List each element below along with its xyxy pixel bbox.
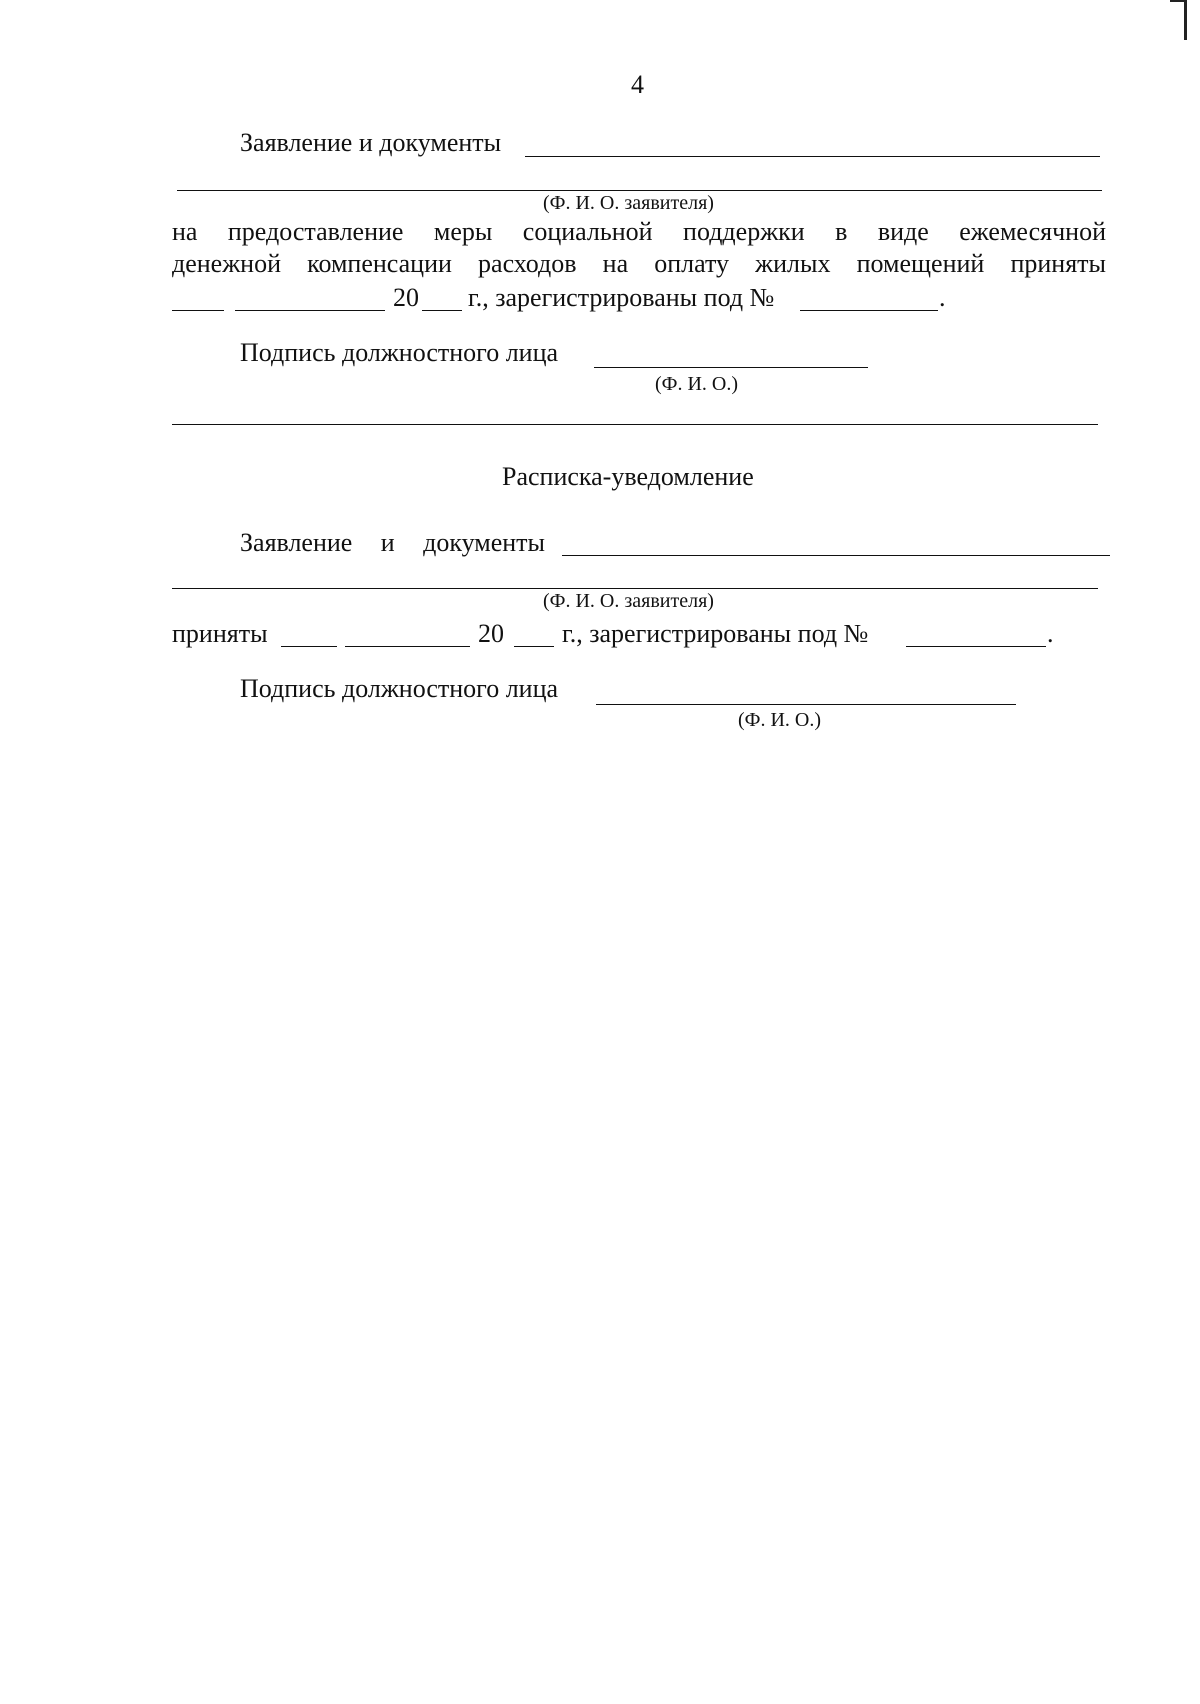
s1-year-prefix: 20 [393,283,419,312]
s2-fio-caption: (Ф. И. О. заявителя) [543,590,714,612]
s2-period: . [1047,619,1054,648]
s2-documents-label: Заявление и документы [240,528,545,557]
s2-registered-text: г., зарегистрированы под № [562,619,869,648]
page-number: 4 [631,70,644,99]
s2-month-blank [345,646,470,647]
scan-edge-mark [1184,0,1187,40]
s1-year-blank [422,310,462,311]
s2-signature-label: Подпись должностного лица [240,674,559,703]
s1-month-blank [235,310,385,311]
s1-paragraph-line-2: денежной компенсации расходов на оплату жилых помещений приняты [172,249,1106,278]
s1-signature-label: Подпись должностного лица [240,338,559,367]
s2-accepted-label: приняты [172,619,268,648]
s1-paragraph-line-1: на предоставление меры социальной поддержки в виде ежемесячной [172,217,1106,246]
s2-signature-blank [596,704,1016,705]
s1-signature-blank [594,367,868,368]
s2-signature-caption: (Ф. И. О.) [738,709,822,731]
s1-applicant-blank-1 [525,156,1100,157]
s1-period: . [939,283,946,312]
s2-year-prefix: 20 [478,619,504,648]
s1-reg-number-blank [800,310,938,311]
s2-year-blank [514,646,554,647]
s2-day-blank [281,646,337,647]
s1-fio-caption: (Ф. И. О. заявителя) [543,192,714,214]
section-separator [172,424,1098,425]
s2-title: Расписка-уведомление [502,462,754,491]
scan-edge-tick [1170,0,1187,2]
s1-day-blank [172,310,224,311]
s1-signature-caption: (Ф. И. О.) [655,373,739,395]
s1-registered-text: г., зарегистрированы под № [468,283,775,312]
s1-documents-label: Заявление и документы [240,128,502,157]
s2-applicant-blank-1 [562,555,1110,556]
s2-reg-number-blank [906,646,1046,647]
